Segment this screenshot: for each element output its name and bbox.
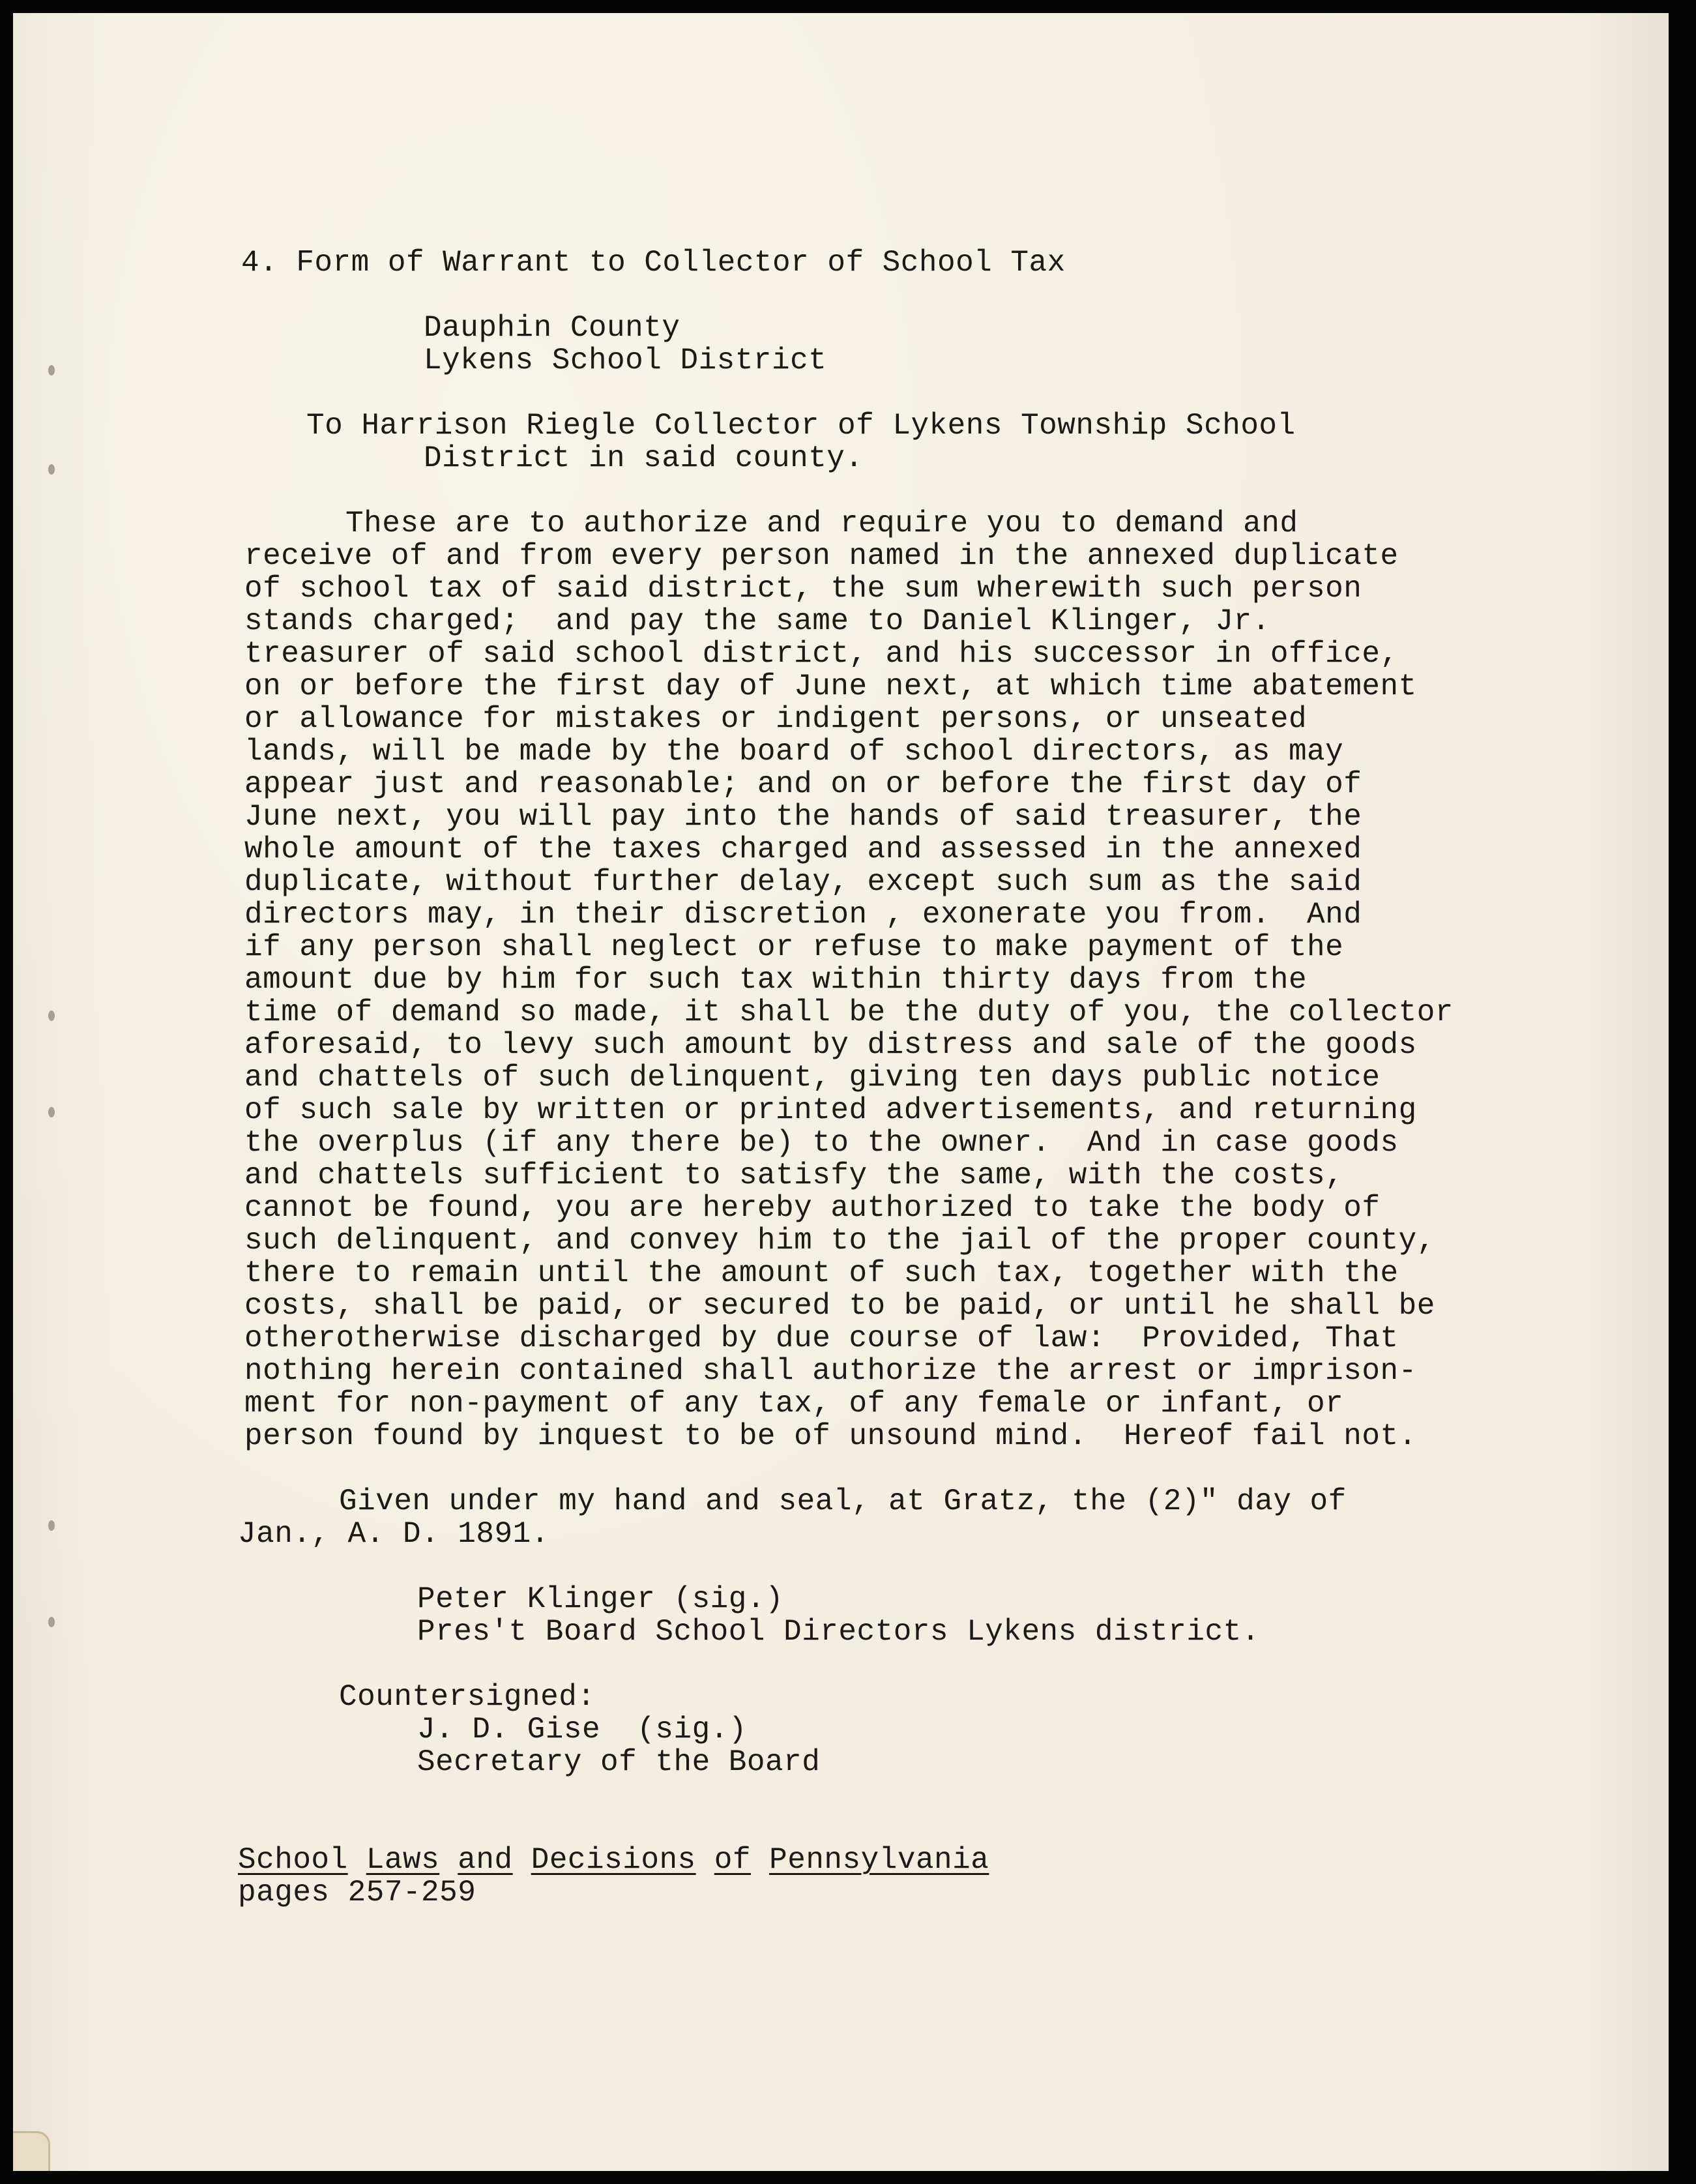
page-corner-tab [13,2131,50,2171]
body-line: June next, you will pay into the hands of said treasurer, the [244,800,1362,834]
body-line: cannot be found, you are hereby authorized to take the body of [244,1191,1381,1225]
body-line: nothing herein contained shall authorize the arrest or imprison- [244,1354,1417,1388]
body-line: treasurer of said school district, and his successor in office, [244,637,1399,671]
given-line-2: Jan., A. D. 1891. [238,1517,549,1551]
body-line: or allowance for mistakes or indigent persons, or unseated [244,702,1308,736]
body-line: These are to authorize and require you to demand and [345,507,1298,540]
body-line: appear just and reasonable; and on or before the first day of [244,767,1362,801]
body-line: otherotherwise discharged by due course of law: Provided, That [244,1321,1399,1355]
source-title-word: Pennsylvania [769,1843,989,1877]
body-line: stands charged; and pay the same to Daniel Klinger, Jr. [244,604,1270,638]
body-line: receive of and from every person named in the annexed duplicate [244,539,1399,573]
body-line: ment for non-payment of any tax, of any female or infant, or [244,1387,1344,1421]
body-line: duplicate, without further delay, except such sum as the said [244,865,1362,899]
source-title-word: and [458,1843,513,1877]
document-page [13,13,1669,2171]
body-line: the overplus (if any there be) to the owner. And in case goods [244,1126,1399,1160]
given-line-1: Given under my hand and seal, at Gratz, the (2)" day of [339,1484,1347,1518]
body-line: there to remain until the amount of such tax, together with the [244,1256,1399,1290]
source-title [238,1844,989,1876]
body-line: amount due by him for such tax within thirty days from the [244,963,1308,997]
source-title-word: School [238,1843,348,1877]
body-line: costs, shall be paid, or secured to be paid, or until he shall be [244,1289,1435,1323]
body-line: and chattels of such delinquent, giving ten days public notice [244,1061,1381,1095]
body-line: time of demand so made, it shall be the duty of you, the collector [244,996,1454,1029]
source-title-word: of [714,1843,751,1877]
body-line: on or before the first day of June next, at which time abatement [244,670,1417,703]
body-line: directors may, in their discretion , exonerate you from. And [244,898,1362,932]
source-pages: pages 257-259 [238,1876,476,1910]
countersigner-name: J. D. Gise (sig.) [417,1713,747,1747]
addressee-line-2: District in said county. [424,441,864,475]
body-line: aforesaid, to levy such amount by distress and sale of the goods [244,1028,1417,1062]
body-line: lands, will be made by the board of school directors, as may [244,735,1344,769]
body-line: of such sale by written or printed advertisements, and returning [244,1093,1417,1127]
body-line: if any person shall neglect or refuse to make payment of the [244,930,1344,964]
body-line: of school tax of said district, the sum wherewith such person [244,572,1362,606]
source-title-word: Decisions [531,1843,696,1877]
district-line: Lykens School District [424,344,827,377]
signer-title: Pres't Board School Directors Lykens district. [417,1615,1260,1649]
body-line: such delinquent, and convey him to the jail of the proper county, [244,1224,1435,1258]
section-heading: 4. Form of Warrant to Collector of School Tax [241,246,1066,280]
body-line: person found by inquest to be of unsound mind. Hereof fail not. [244,1419,1417,1453]
typed-text [13,13,1454,1910]
countersigned-label: Countersigned: [339,1680,596,1714]
signer-name: Peter Klinger (sig.) [417,1582,784,1616]
addressee-line-1: To Harrison Riegle Collector of Lykens Township School [306,409,1296,443]
body-line: whole amount of the taxes charged and assessed in the annexed [244,833,1362,866]
source-title-word: Laws [366,1843,440,1877]
countersigner-title: Secretary of the Board [417,1745,821,1779]
county-line: Dauphin County [424,311,680,345]
body-line: and chattels sufficient to satisfy the same, with the costs, [244,1158,1344,1192]
